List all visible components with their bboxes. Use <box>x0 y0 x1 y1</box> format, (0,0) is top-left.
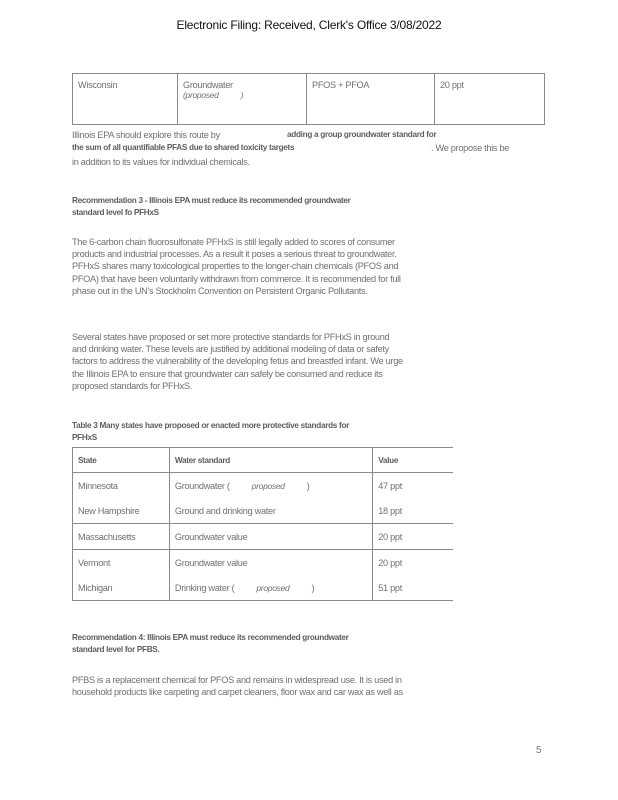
table-3-caption <box>72 420 349 443</box>
paragraph-line: PFBS is a replacement chemical for PFOS and remains in widespread use. It is used in <box>72 675 402 685</box>
row-standard: Groundwater value <box>169 550 372 576</box>
standard-label: Groundwater <box>183 80 233 90</box>
caption-line-2: PFHxS <box>72 432 97 442</box>
paragraph-line: factors to address the vulnerability of the developing fetus and breastfed infant. We urge <box>72 356 403 367</box>
filing-header: Electronic Filing: Received, Clerk's Office 3/08/2022 <box>176 18 442 32</box>
paragraph-pfbs <box>72 674 403 698</box>
recommendation-3-heading <box>72 195 351 218</box>
standard-close: ) <box>311 582 315 593</box>
table-row <box>73 575 454 601</box>
paragraph-line: the Illinois EPA to ensure that groundwater can safely be consumed and reduce its <box>72 368 383 379</box>
row-value: 20 ppt <box>378 557 402 568</box>
paragraph-line: PFHxS shares many toxicological properties to the longer-chain chemicals (PFOS and <box>72 261 399 272</box>
note-close: ) <box>240 90 244 100</box>
header-state: State <box>73 448 170 473</box>
rec3-line-1: Recommendation 3 - Illinois EPA must reduce its recommended groundwater <box>72 196 351 205</box>
caption-line-1: Table 3 Many states have proposed or enacted more protective standards for <box>72 421 350 430</box>
row-value: 20 ppt <box>373 524 453 550</box>
table-row <box>73 473 454 499</box>
page-number: 5 <box>536 745 542 756</box>
paragraph-line: and drinking water. These levels are justified by additional modeling of data or safety <box>72 344 389 355</box>
note-open: ( <box>183 90 186 100</box>
para-1-line-1a: Illinois EPA should explore this route by <box>72 130 220 140</box>
table-row <box>73 498 454 524</box>
row-state: Vermont <box>73 550 170 576</box>
table-row <box>73 74 545 125</box>
row-standard <box>169 575 372 601</box>
para-1-line-2b: . We propose this be <box>431 143 510 153</box>
rec3-line-2: standard level fo PFHxS <box>72 207 159 217</box>
para-1-line-3: in addition to its values for individual chemicals. <box>72 157 250 167</box>
cell-chemical: PFOS + PFOA <box>307 74 435 125</box>
row-state: Massachusetts <box>73 524 170 550</box>
header-value: Value <box>373 448 453 473</box>
standard-note: proposed <box>251 480 285 491</box>
cell-standard <box>178 74 307 125</box>
standard-note: proposed <box>256 582 290 593</box>
row-state: Minnesota <box>73 473 170 499</box>
state-standard-table <box>72 73 545 125</box>
para-1-line-2a: the sum of all quantifiable PFAS due to shared toxicity targets <box>72 143 295 152</box>
table-row <box>73 550 454 576</box>
paragraph-states <box>72 331 403 392</box>
row-state: New Hampshire <box>73 498 170 524</box>
table-row <box>73 524 454 550</box>
row-state: Michigan <box>73 575 170 601</box>
pfhxs-standards-table <box>72 447 453 601</box>
paragraph-line: The 6-carbon chain fluorosulfonate PFHxS is still legally added to scores of consumer <box>72 237 395 247</box>
header-water-standard: Water standard <box>169 448 372 473</box>
row-value: 47 ppt <box>378 480 402 491</box>
rec4-line-1: Recommendation 4: Illinois EPA must reduce its recommended groundwater <box>72 633 349 642</box>
paragraph-pfhxs <box>72 236 401 297</box>
paragraph-line: Several states have proposed or set more protective standards for PFHxS in ground <box>72 332 390 342</box>
paragraph-line: phase out in the UN's Stockholm Convention on Persistent Organic Pollutants. <box>72 285 368 296</box>
rec4-line-2: standard level for PFBS. <box>72 644 160 654</box>
para-1-line-1b: adding a group groundwater standard for <box>287 130 437 139</box>
cell-value: 20 ppt <box>435 74 545 125</box>
row-value: 18 ppt <box>373 498 453 524</box>
cell-state: Wisconsin <box>73 74 178 125</box>
paragraph-line: household products like carpeting and carpet cleaners, floor wax and car wax as well as <box>72 687 403 698</box>
standard-note <box>183 90 301 100</box>
standard-close: ) <box>306 480 310 491</box>
row-standard: Groundwater value <box>169 524 372 550</box>
row-value: 51 ppt <box>373 575 453 601</box>
row-standard <box>169 473 372 499</box>
row-standard: Ground and drinking water <box>169 498 372 524</box>
paragraph-line: PFOA) that have been voluntarily withdrawn from commerce. It is recommended for full <box>72 273 401 284</box>
paragraph-line: proposed standards for PFHxS. <box>72 380 192 391</box>
note-text: proposed <box>185 90 219 100</box>
recommendation-4-heading <box>72 632 349 655</box>
paragraph-line: products and industrial processes. As a result it poses a serious threat to groundwater. <box>72 249 397 260</box>
standard-text: Groundwater ( <box>174 480 230 491</box>
standard-text: Drinking water ( <box>174 582 235 593</box>
table-header-row <box>73 448 454 473</box>
